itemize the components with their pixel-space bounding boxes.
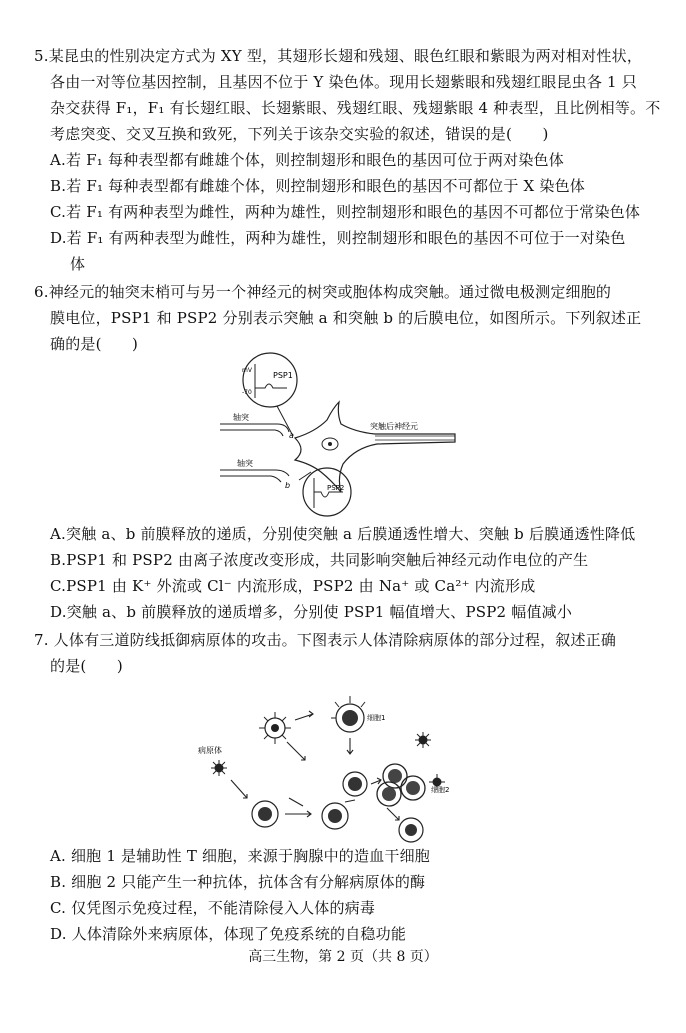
postsynaptic-neuron-label: 突触后神经元 bbox=[370, 422, 418, 431]
psp1-label: PSP1 bbox=[273, 371, 293, 380]
psp1-mv-label: mV bbox=[242, 367, 252, 374]
cell-2-label: 细胞2 bbox=[431, 786, 450, 794]
q6-stem-line-3: 确的是( ) bbox=[50, 335, 139, 353]
q7-option-c: C. 仅凭图示免疫过程，不能清除侵入人体的病毒 bbox=[50, 899, 376, 917]
axon-b-label: 轴突 bbox=[237, 459, 253, 468]
psp2-label: PSP2 bbox=[327, 484, 345, 492]
q5-stem-line-2: 各由一对等位基因控制，且基因不位于 Y 染色体。现用长翅紫眼和残翅红眼昆虫各 1 只 bbox=[50, 73, 637, 91]
q7-stem-line-1: 7. 人体有三道防线抵御病原体的攻击。下图表示人体清除病原体的部分过程，叙述正确 bbox=[34, 631, 617, 649]
q7-option-a: A. 细胞 1 是辅助性 T 细胞，来源于胸腺中的造血干细胞 bbox=[50, 847, 430, 865]
bottom-cell-3 bbox=[399, 818, 423, 842]
psp1-inset bbox=[242, 353, 297, 407]
q5-option-d-line-1: D.若 F₁ 有两种表型为雌性，两种为雄性，则控制翅形和眼色的基因不可位于一对染色 bbox=[50, 229, 626, 247]
psp2-inset bbox=[303, 468, 351, 516]
q6-option-c: C.PSP1 由 K⁺ 外流或 Cl⁻ 内流形成，PSP2 由 Na⁺ 或 Ca²⁺ 内流形成 bbox=[50, 577, 536, 595]
page-footer: 高三生物，第 2 页（共 8 页） bbox=[248, 949, 438, 965]
bottom-cell-1 bbox=[252, 801, 278, 827]
q5-option-b: B.若 F₁ 每种表型都有雌雄个体，则控制翅形和眼色的基因不可都位于 X 染色体 bbox=[50, 177, 585, 195]
q6-option-a: A.突触 a、b 前膜释放的递质，分别使突触 a 后膜通透性增大、突触 b 后膜通透性降低 bbox=[50, 525, 636, 543]
q7-option-d: D. 人体清除外来病原体，体现了免疫系统的自稳功能 bbox=[50, 925, 407, 943]
axon-a-label: 轴突 bbox=[233, 413, 249, 422]
cell-1 bbox=[331, 696, 385, 732]
q5-option-c: C.若 F₁ 有两种表型为雌性，两种为雄性，则控制翅形和眼色的基因不可都位于常染色体 bbox=[50, 203, 641, 221]
synapse-b-label: b bbox=[285, 481, 291, 490]
q6-option-b: B.PSP1 和 PSP2 由离子浓度改变形成，共同影响突触后神经元动作电位的产生 bbox=[50, 551, 589, 569]
psp1-neg70-label: -70 bbox=[242, 389, 252, 396]
q6-stem-line-1: 6.神经元的轴突末梢可与另一个神经元的树突或胞体构成突触。通过微电极测定细胞的 bbox=[34, 283, 612, 301]
q6-stem-line-2: 膜电位，PSP1 和 PSP2 分别表示突触 a 和突触 b 的后膜电位，如图所示。下列叙述正 bbox=[50, 309, 642, 327]
b-cell bbox=[343, 772, 367, 796]
q5-option-a: A.若 F₁ 每种表型都有雌雄个体，则控制翅形和眼色的基因可位于两对染色体 bbox=[50, 151, 564, 169]
q5-option-d-line-2: 体 bbox=[70, 255, 86, 273]
antigen-presenting-cell bbox=[259, 712, 291, 744]
synapse-a-label: a bbox=[289, 431, 294, 440]
q5-stem-line-4: 考虑突变、交叉互换和致死，下列关于该杂交实验的叙述，错误的是( ) bbox=[50, 125, 549, 143]
bottom-cell-2 bbox=[322, 803, 348, 829]
immune-process-figure bbox=[195, 680, 485, 845]
cell-1-label: 细胞1 bbox=[367, 714, 386, 722]
q6-option-d: D.突触 a、b 前膜释放的递质增多，分别使 PSP1 幅值增大、PSP2 幅值减小 bbox=[50, 603, 573, 621]
neuron-synapse-figure bbox=[215, 352, 460, 520]
pathogen-label: 病原体 bbox=[198, 746, 222, 755]
q5-stem-line-3: 杂交获得 F₁，F₁ 有长翅红眼、长翅紫眼、残翅红眼、残翅紫眼 4 种表型，且比例相等。不 bbox=[50, 99, 661, 117]
q5-stem-line-1: 5.某昆虫的性别决定方式为 XY 型，其翅形长翅和残翅、眼色红眼和紫眼为两对相对性状， bbox=[34, 47, 643, 65]
q7-option-b: B. 细胞 2 只能产生一种抗体，抗体含有分解病原体的酶 bbox=[50, 873, 426, 891]
q7-stem-line-2: 的是( ) bbox=[50, 657, 123, 675]
